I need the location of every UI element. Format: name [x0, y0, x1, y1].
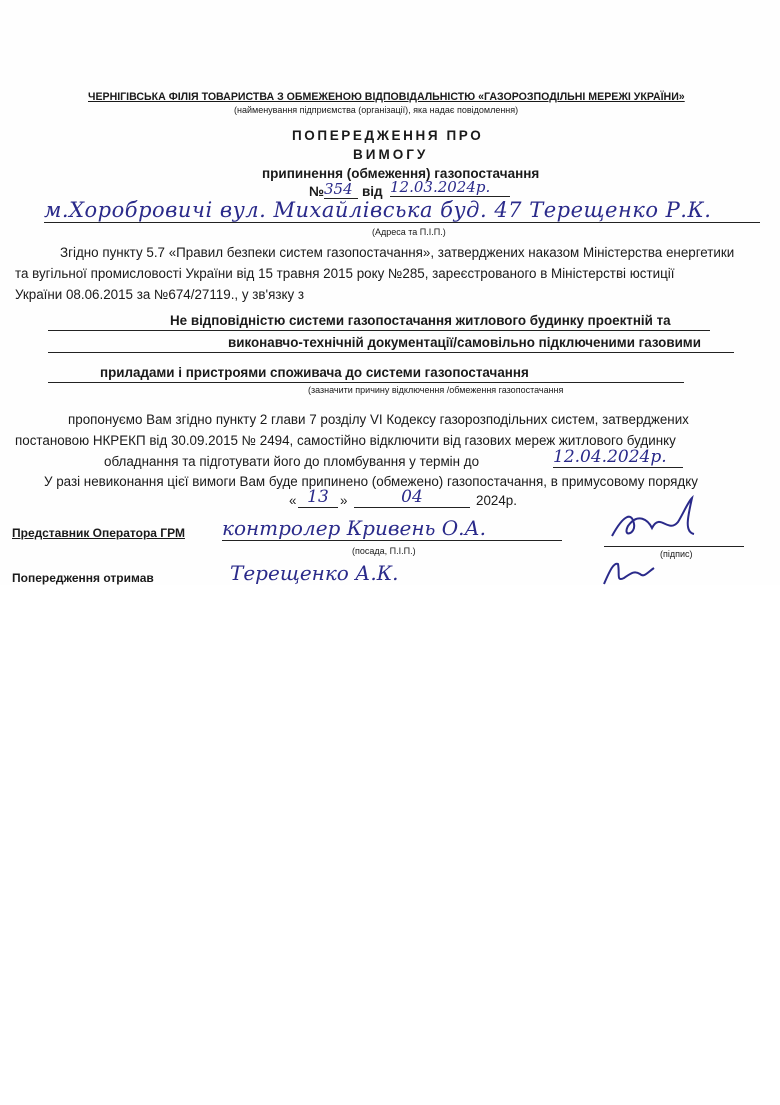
organization-name: ЧЕРНІГІВСЬКА ФІЛІЯ ТОВАРИСТВА З ОБМЕЖЕНОЮ ВІДПОВІДАЛЬНІСТЮ «ГАЗОРОЗПОДІЛЬНІ МЕРЕЖІ УКРАЇНИ» [88, 91, 685, 103]
regulation-line2: та вугільної промисловості України від 15 травня 2015 року №285, зареєстрованого в Міністерстві юстиції [15, 266, 675, 281]
receiver-label: Попередження отримав [12, 571, 154, 585]
reason-line1-rule [48, 330, 710, 331]
reason-line3-rule [48, 382, 684, 383]
operator-signature [604, 494, 744, 546]
title-line2: ВИМОГУ [353, 147, 429, 162]
offer-line3: обладнання та підготувати його до пломбування у термін до [104, 454, 480, 469]
receiver-signature [600, 560, 670, 586]
title-line3: припинення (обмеження) газопостачання [262, 166, 540, 181]
forced-close-quote: » [340, 493, 348, 508]
number-label: № [309, 184, 325, 199]
regulation-line1: Згідно пункту 5.7 «Правил безпеки систем газопостачання», затверджених наказом Міністерства енергетики [60, 245, 735, 260]
organization-caption: (найменування підприємства (організації), яка надає повідомлення) [234, 105, 519, 115]
reason-caption: (зазначити причину відключення /обмеження газопостачання [308, 385, 564, 395]
reason-line1: Не відповідністю системи газопостачання житлового будинку проектній та [170, 313, 671, 328]
forced-day: 13 [298, 487, 338, 508]
deadline-date: 12.04.2024р. [553, 447, 683, 468]
reason-line2: виконавчо-технічній документації/самовільно підключеними газовими [228, 335, 701, 350]
forced-open-quote: « [289, 493, 297, 508]
forced-month: 04 [354, 487, 470, 508]
address-caption: (Адреса та П.І.П.) [372, 227, 446, 237]
reason-line2-rule [48, 352, 734, 353]
operator-label: Представник Оператора ГРМ [12, 526, 185, 540]
offer-line2: постановою НКРЕКП від 30.09.2015 № 2494, самостійно відключити від газових мереж житлового будинку [15, 433, 676, 448]
forced-line1: У разі невиконання цієї вимоги Вам буде припинено (обмежено) газопостачання, в примусовому порядку [44, 474, 698, 489]
signature-caption: (підпис) [660, 549, 693, 559]
reason-line3: приладами і пристроями споживача до системи газопостачання [100, 365, 529, 380]
date-label: від [362, 184, 383, 199]
address-value: м.Хоробровичі вул. Михайлівська буд. 47 Терещенко Р.К. [44, 198, 760, 223]
document-date: 12.03.2024р. [390, 178, 510, 197]
regulation-line3: України 08.06.2015 за №674/27119., у зв'язку з [15, 287, 305, 302]
forced-year: 2024р. [476, 493, 517, 508]
operator-caption: (посада, П.І.П.) [352, 546, 416, 556]
operator-position-name: контролер Кривень О.А. [222, 516, 562, 541]
offer-line1: пропонуємо Вам згідно пункту 2 глави 7 розділу VI Кодексу газорозподільних систем, затверджених [68, 412, 689, 427]
signature-rule [604, 546, 744, 547]
receiver-name: Терещенко А.К. [230, 561, 399, 585]
document-number: 354 [324, 180, 358, 199]
blank-lower-page [0, 585, 780, 1105]
title-line1: ПОПЕРЕДЖЕННЯ ПРО [292, 128, 484, 143]
